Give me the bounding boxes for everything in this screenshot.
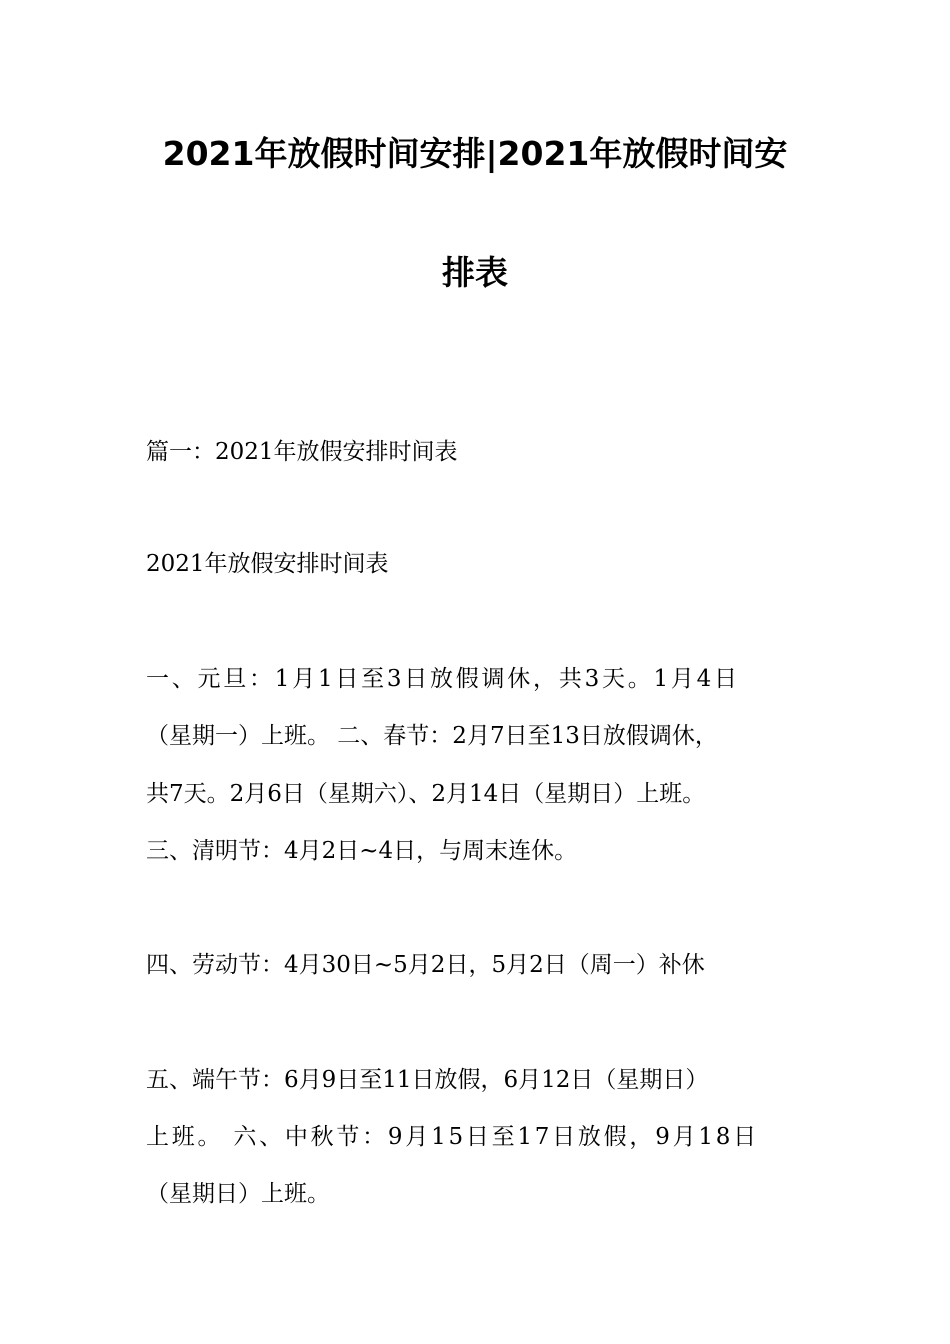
body-line-7: 上班。 六、中秋节：9月15日至17日放假，9月18日 — [146, 1124, 759, 1150]
body-line-8: （星期日）上班。 — [146, 1181, 330, 1207]
body-line-3: 共7天。2月6日（星期六）、2月14日（星期日）上班。 — [146, 781, 706, 807]
body-line-4: 三、清明节：4月2日~4日，与周末连休。 — [146, 838, 578, 864]
body-line-1: 一、元旦：1月1日至3日放假调休，共3天。1月4日 — [146, 666, 740, 692]
document-title-line-2: 排表 — [442, 253, 508, 292]
document-title-line-1: 2021年放假时间安排|2021年放假时间安 — [162, 134, 788, 173]
section-heading: 篇一：2021年放假安排时间表 — [146, 439, 458, 465]
body-line-6: 五、端午节：6月9日至11日放假，6月12日（星期日） — [146, 1067, 709, 1093]
body-line-5: 四、劳动节：4月30日~5月2日，5月2日（周一）补休 — [146, 952, 705, 978]
subheading: 2021年放假安排时间表 — [146, 551, 389, 577]
body-line-2: （星期一）上班。 二、春节：2月7日至13日放假调休， — [146, 723, 718, 749]
